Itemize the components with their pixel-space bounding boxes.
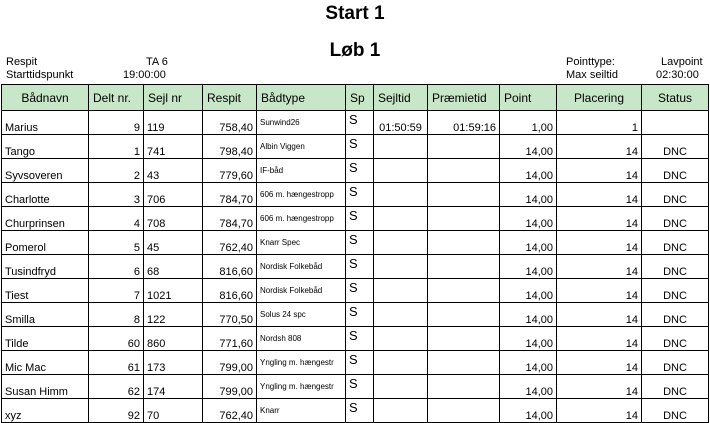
cell-sp: S [346, 159, 374, 183]
cell-boat-name: Smilla [2, 303, 89, 327]
cell-delt-nr: 1 [89, 135, 144, 159]
cell-praemietid [428, 375, 500, 399]
cell-delt-nr: 92 [89, 399, 144, 423]
cell-boat-name: Tango [2, 135, 89, 159]
cell-sejl-nr: 43 [144, 159, 203, 183]
cell-respit: 816,60 [203, 279, 257, 303]
cell-point: 14,00 [500, 399, 557, 423]
cell-boat-type: Yngling m. hængestr [257, 351, 346, 375]
cell-placering: 14 [557, 303, 642, 327]
cell-point: 14,00 [500, 279, 557, 303]
cell-sp: S [346, 231, 374, 255]
cell-sejltid [374, 231, 428, 255]
table-row [2, 207, 709, 231]
cell-status [642, 111, 709, 135]
cell-sejl-nr: 68 [144, 255, 203, 279]
cell-boat-type: Nordisk Folkebåd [257, 255, 346, 279]
maxseiltid-label: Max seiltid [566, 69, 618, 81]
cell-praemietid [428, 135, 500, 159]
page-title: Start 1 [325, 3, 385, 24]
cell-status: DNC [642, 399, 709, 423]
cell-praemietid [428, 279, 500, 303]
cell-status: DNC [642, 375, 709, 399]
cell-delt-nr: 3 [89, 183, 144, 207]
maxseiltid-value: 02:30:00 [656, 69, 699, 81]
cell-sp: S [346, 183, 374, 207]
cell-praemietid [428, 327, 500, 351]
cell-point: 14,00 [500, 327, 557, 351]
cell-praemietid [428, 351, 500, 375]
cell-point: 1,00 [500, 111, 557, 135]
cell-status: DNC [642, 279, 709, 303]
cell-sejl-nr: 706 [144, 183, 203, 207]
cell-respit: 798,40 [203, 135, 257, 159]
cell-boat-name: Tusindfryd [2, 255, 89, 279]
cell-respit: 799,00 [203, 375, 257, 399]
cell-status: DNC [642, 135, 709, 159]
cell-placering: 14 [557, 375, 642, 399]
cell-boat-type: Nordisk Folkebåd [257, 279, 346, 303]
cell-boat-type: Albin Viggen [257, 135, 346, 159]
cell-sp: S [346, 111, 374, 135]
cell-sejl-nr: 860 [144, 327, 203, 351]
cell-sejltid [374, 327, 428, 351]
race-title: Løb 1 [329, 40, 381, 61]
cell-delt-nr: 62 [89, 375, 144, 399]
cell-point: 14,00 [500, 135, 557, 159]
cell-respit: 762,40 [203, 399, 257, 423]
cell-boat-name: Syvsoveren [2, 159, 89, 183]
cell-respit: 784,70 [203, 207, 257, 231]
cell-delt-nr: 9 [89, 111, 144, 135]
cell-delt-nr: 7 [89, 279, 144, 303]
cell-boat-name: Mic Mac [2, 351, 89, 375]
cell-status: DNC [642, 255, 709, 279]
cell-placering: 14 [557, 399, 642, 423]
cell-respit: 799,00 [203, 351, 257, 375]
cell-point: 14,00 [500, 231, 557, 255]
col-placering: Placering [557, 85, 642, 111]
cell-delt-nr: 60 [89, 327, 144, 351]
col-praemietid: Præmietid [428, 85, 500, 111]
cell-sejltid [374, 135, 428, 159]
cell-sejl-nr: 119 [144, 111, 203, 135]
cell-sejl-nr: 708 [144, 207, 203, 231]
cell-sejl-nr: 122 [144, 303, 203, 327]
cell-sp: S [346, 351, 374, 375]
respit-label: Respit [6, 56, 38, 68]
cell-placering: 14 [557, 279, 642, 303]
col-sejltid: Sejltid [374, 85, 428, 111]
cell-sejl-nr: 45 [144, 231, 203, 255]
cell-placering: 14 [557, 207, 642, 231]
cell-sejl-nr: 741 [144, 135, 203, 159]
cell-sp: S [346, 135, 374, 159]
cell-placering: 14 [557, 255, 642, 279]
cell-respit: 762,40 [203, 231, 257, 255]
cell-delt-nr: 61 [89, 351, 144, 375]
cell-point: 14,00 [500, 183, 557, 207]
table-row [2, 135, 709, 159]
col-point: Point [500, 85, 557, 111]
cell-praemietid [428, 159, 500, 183]
cell-sejl-nr: 1021 [144, 279, 203, 303]
cell-praemietid [428, 255, 500, 279]
col-sejl-nr: Sejl nr [144, 85, 203, 111]
col-baadtype: Bådtype [257, 85, 346, 111]
cell-boat-type: Knarr [257, 399, 346, 423]
start-value: 19:00:00 [123, 69, 166, 81]
cell-sp: S [346, 327, 374, 351]
cell-sejltid [374, 303, 428, 327]
cell-sp: S [346, 207, 374, 231]
cell-boat-type: 606 m. hængestropp [257, 183, 346, 207]
cell-sejltid [374, 279, 428, 303]
cell-boat-type: Yngling m. hængestr [257, 375, 346, 399]
table-row [2, 231, 709, 255]
cell-delt-nr: 6 [89, 255, 144, 279]
cell-placering: 14 [557, 231, 642, 255]
results-table [1, 84, 709, 423]
cell-status: DNC [642, 207, 709, 231]
cell-point: 14,00 [500, 207, 557, 231]
cell-respit: 784,70 [203, 183, 257, 207]
cell-praemietid: 01:59:16 [428, 111, 500, 135]
cell-respit: 758,40 [203, 111, 257, 135]
table-row [2, 375, 709, 399]
cell-sejl-nr: 174 [144, 375, 203, 399]
cell-sejl-nr: 70 [144, 399, 203, 423]
respit-value: TA 6 [146, 56, 168, 68]
cell-boat-name: Tiest [2, 279, 89, 303]
cell-placering: 14 [557, 351, 642, 375]
cell-praemietid [428, 231, 500, 255]
cell-sejltid [374, 351, 428, 375]
cell-status: DNC [642, 231, 709, 255]
cell-placering: 14 [557, 183, 642, 207]
cell-sejltid: 01:50:59 [374, 111, 428, 135]
cell-sp: S [346, 375, 374, 399]
col-delt-nr: Delt nr. [89, 85, 144, 111]
table-row [2, 327, 709, 351]
cell-delt-nr: 8 [89, 303, 144, 327]
cell-praemietid [428, 303, 500, 327]
cell-point: 14,00 [500, 303, 557, 327]
table-row [2, 111, 709, 135]
cell-placering: 14 [557, 327, 642, 351]
cell-sp: S [346, 399, 374, 423]
cell-respit: 779,60 [203, 159, 257, 183]
cell-boat-name: xyz [2, 399, 89, 423]
cell-point: 14,00 [500, 351, 557, 375]
cell-point: 14,00 [500, 159, 557, 183]
cell-status: DNC [642, 303, 709, 327]
cell-delt-nr: 5 [89, 231, 144, 255]
cell-boat-name: Susan Himm [2, 375, 89, 399]
table-row [2, 183, 709, 207]
cell-placering: 1 [557, 111, 642, 135]
table-row [2, 303, 709, 327]
col-status: Status [642, 85, 709, 111]
cell-respit: 816,60 [203, 255, 257, 279]
cell-sp: S [346, 279, 374, 303]
cell-delt-nr: 4 [89, 207, 144, 231]
table-row [2, 279, 709, 303]
cell-status: DNC [642, 351, 709, 375]
cell-boat-type: Knarr Spec [257, 231, 346, 255]
table-row [2, 159, 709, 183]
cell-placering: 14 [557, 135, 642, 159]
cell-point: 14,00 [500, 255, 557, 279]
cell-praemietid [428, 183, 500, 207]
cell-sejltid [374, 255, 428, 279]
cell-delt-nr: 2 [89, 159, 144, 183]
col-baadnavn: Bådnavn [2, 85, 89, 111]
col-respit: Respit [203, 85, 257, 111]
table-row [2, 255, 709, 279]
cell-sejltid [374, 159, 428, 183]
pointtype-label: Pointtype: [566, 56, 615, 68]
cell-boat-name: Marius [2, 111, 89, 135]
start-label: Starttidspunkt [6, 69, 74, 81]
header-row [2, 85, 709, 111]
cell-sejl-nr: 173 [144, 351, 203, 375]
cell-boat-name: Pomerol [2, 231, 89, 255]
cell-sejltid [374, 375, 428, 399]
cell-respit: 770,50 [203, 303, 257, 327]
cell-boat-type: IF-båd [257, 159, 346, 183]
cell-boat-name: Churprinsen [2, 207, 89, 231]
pointtype-value: Lavpoint [661, 56, 703, 68]
cell-sp: S [346, 303, 374, 327]
cell-placering: 14 [557, 159, 642, 183]
cell-sejltid [374, 207, 428, 231]
cell-status: DNC [642, 183, 709, 207]
cell-boat-type: Nordsh 808 [257, 327, 346, 351]
cell-point: 14,00 [500, 375, 557, 399]
cell-boat-name: Charlotte [2, 183, 89, 207]
cell-boat-type: Sunwind26 [257, 111, 346, 135]
cell-status: DNC [642, 159, 709, 183]
cell-sp: S [346, 255, 374, 279]
cell-sejltid [374, 183, 428, 207]
cell-boat-type: 606 m. hængestropp [257, 207, 346, 231]
cell-respit: 771,60 [203, 327, 257, 351]
col-sp: Sp [346, 85, 374, 111]
cell-praemietid [428, 207, 500, 231]
cell-status: DNC [642, 327, 709, 351]
table-row [2, 351, 709, 375]
cell-boat-type: Solus 24 spc [257, 303, 346, 327]
cell-boat-name: Tilde [2, 327, 89, 351]
